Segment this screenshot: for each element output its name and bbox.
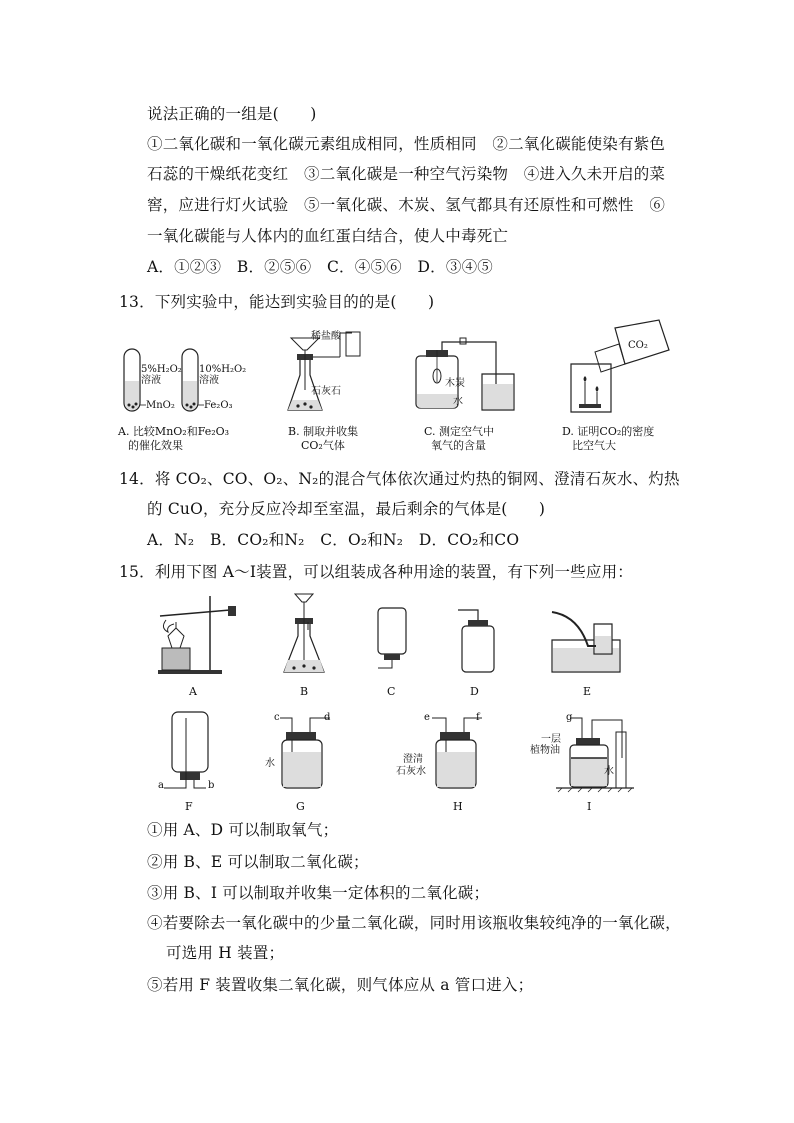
q15-label-b: B (300, 685, 309, 698)
q13-a-fe2o3-label: Fe₂O₃ (204, 400, 233, 411)
q15-f-apparatus-figure (160, 708, 220, 790)
q15-g-water-label: 水 (265, 758, 275, 769)
q15-i-water-label: 水 (604, 766, 614, 777)
q15-h-lime-label-1: 澄清 (403, 754, 423, 765)
q15-label-c: C (387, 685, 396, 698)
q13-d-caption-2: 比空气大 (572, 439, 616, 452)
q12-line-3: 窖，应进行灯火试验 ⑤一氧化碳、木炭、氢气都具有还原性和可燃性 ⑥ (147, 196, 666, 214)
q13-b-acid-label: 稀盐酸 (311, 331, 341, 342)
q15-i-apparatus-figure (556, 712, 636, 794)
q15-stem: 15．利用下图 A～I装置，可以组装成各种用途的装置，有下列一些应用： (119, 563, 633, 581)
q15-item-3: ③用 B、I 可以制取并收集一定体积的二氧化碳； (147, 884, 490, 902)
q15-label-h: H (453, 800, 463, 813)
q13-stem: 13．下列实验中，能达到实验目的的是( ) (119, 293, 435, 311)
q15-i-port-g: g (566, 712, 573, 723)
q13-a-tube1-label: 5%H₂O₂ (141, 364, 182, 375)
q14-line-1: 14．将 CO₂、CO、O₂、N₂的混合气体依次通过灼热的铜网、澄清石灰水、灼热 (119, 470, 680, 488)
q13-d-co2-label: CO₂ (628, 340, 648, 351)
q13-a-tube1-label2: 溶液 (141, 375, 161, 386)
q15-g-port-c: c (274, 712, 280, 723)
q15-label-d: D (470, 685, 479, 698)
q15-h-lime-label-2: 石灰水 (396, 766, 426, 777)
q15-c-apparatus-figure (372, 606, 412, 676)
q15-h-apparatus-figure (426, 712, 496, 792)
q13-b-flask-figure (280, 330, 375, 420)
q13-a-tube2-label2: 溶液 (199, 375, 219, 386)
q15-label-g: G (296, 800, 305, 813)
q14-options: A．N₂ B．CO₂和N₂ C．O₂和N₂ D．CO₂和CO (147, 531, 520, 549)
q15-f-port-b: b (208, 780, 215, 791)
q15-label-e: E (583, 685, 592, 698)
q13-c-water-label: 水 (453, 396, 463, 407)
q13-a-tube2-label: 10%H₂O₂ (199, 364, 247, 375)
q13-b-caption-1: B. 制取并收集 (288, 425, 359, 438)
q15-h-port-e: e (424, 712, 430, 723)
q15-item-4: ④若要除去一氧化碳中的少量二氧化碳，同时用该瓶收集较纯净的一氧化碳， (147, 914, 681, 932)
q15-i-oil-label-2: 植物油 (530, 745, 560, 756)
q15-g-port-d: d (324, 712, 331, 723)
q15-label-f: F (185, 800, 193, 813)
q12-line-1: ①二氧化碳和一氧化碳元素组成相同，性质相同 ②二氧化碳能使染有紫色 (147, 135, 666, 153)
q15-g-apparatus-figure (270, 712, 340, 792)
q13-b-stone-label: 石灰石 (311, 386, 341, 397)
q15-item-2: ②用 B、E 可以制取二氧化碳； (147, 853, 369, 871)
q15-d-apparatus-figure (456, 606, 501, 676)
q15-label-i: I (587, 800, 592, 813)
q13-a-caption-2: 的催化效果 (128, 439, 183, 452)
q13-c-caption-2: 氧气的含量 (431, 439, 486, 452)
q15-i-oil-label-1: 一层 (541, 734, 561, 745)
q13-d-pouring-figure (565, 320, 675, 416)
q14-line-2: 的 CuO，充分反应冷却至室温，最后剩余的气体是( ) (147, 500, 546, 518)
q13-d-caption-1: D. 证明CO₂的密度 (562, 425, 655, 438)
q15-item-1: ①用 A、D 可以制取氧气； (147, 821, 339, 839)
q13-c-caption-1: C. 测定空气中 (424, 425, 495, 438)
q15-f-port-a: a (158, 780, 164, 791)
q13-c-carbon-label: 木炭 (445, 378, 465, 389)
q12-options: A．①②③ B．②⑤⑥ C．④⑤⑥ D．③④⑤ (147, 258, 493, 276)
q12-line-4: 一氧化碳能与人体内的血红蛋白结合，使人中毒死亡 (147, 227, 509, 245)
q13-c-apparatus-figure (412, 336, 527, 416)
q15-e-apparatus-figure (548, 606, 628, 676)
q12-stem: 说法正确的一组是( ) (147, 105, 317, 123)
q12-line-2: 石蕊的干燥纸花变红 ③二氧化碳是一种空气污染物 ④进入久未开启的菜 (147, 165, 666, 183)
q15-label-a: A (189, 685, 197, 698)
q13-b-caption-2: CO₂气体 (301, 439, 345, 452)
q15-b-apparatus-figure (280, 592, 330, 677)
q15-h-port-f: f (476, 712, 480, 723)
q15-a-apparatus-figure (150, 592, 245, 677)
q13-a-mno2-label: MnO₂ (146, 400, 175, 411)
q13-a-caption-1: A. 比较MnO₂和Fe₂O₃ (118, 425, 230, 438)
q15-item-5: ⑤若用 F 装置收集二氧化碳，则气体应从 a 管口进入； (147, 976, 534, 994)
q15-item-4-cont: 可选用 H 装置； (166, 944, 285, 962)
